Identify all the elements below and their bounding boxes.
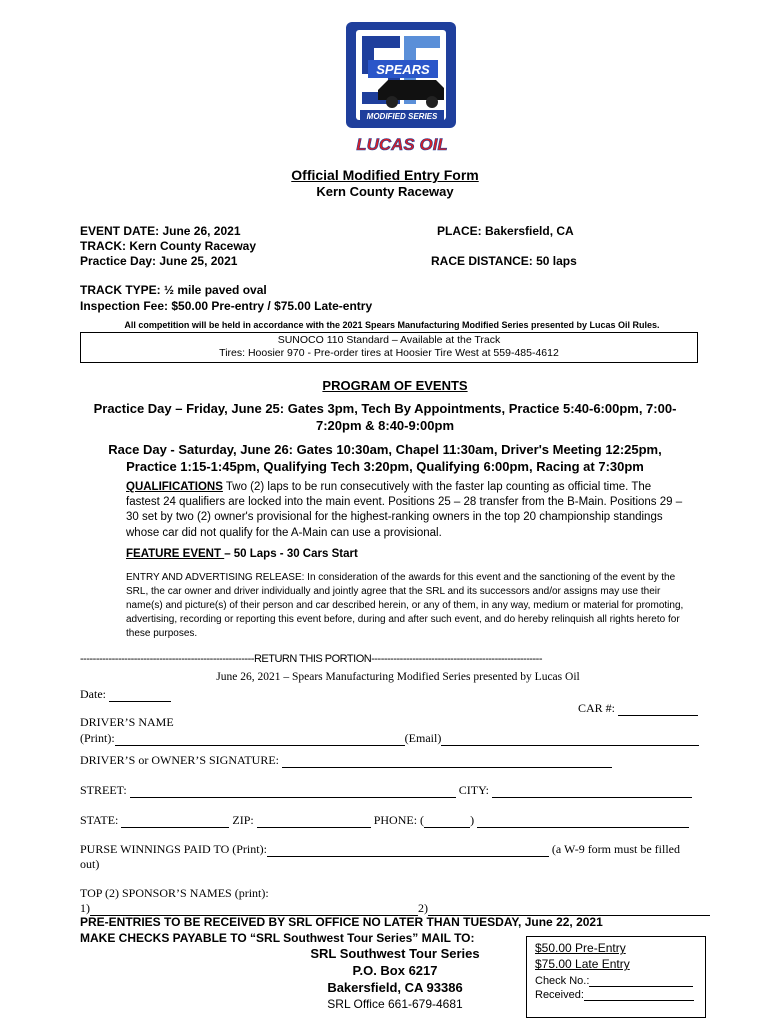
- signature-field[interactable]: [282, 754, 612, 768]
- event-date: EVENT DATE: June 26, 2021: [80, 224, 241, 238]
- logo-series-text: SPEARS: [376, 62, 430, 77]
- fuel-line: SUNOCO 110 Standard – Available at the Track: [277, 334, 501, 346]
- sponsor-2-label: 2): [418, 901, 428, 915]
- event-race-distance: RACE DISTANCE: 50 laps: [431, 254, 577, 268]
- mail-po-box: P.O. Box 6217: [352, 963, 438, 978]
- check-no-row: [535, 973, 693, 987]
- qualifications-text: Two (2) laps to be run consecutively with the faster lap counting as official time. The fastest 24 qualifiers are locked into the main event. Positions 25 – 28 transfer from the B-Main. Positions 29 – 30 set by two (2) owner's provisional for the highest-ranking owners in the top 20 championship standings whose car did not qualify for the A-Main can use a provisional.: [126, 481, 683, 539]
- entry-release-paragraph: ENTRY AND ADVERTISING RELEASE: In consideration of the awards for this event and the sanctioning of the event by the SRL, the car owner and driver individually and jointly agree that the SRL and its successors and/or assigns may use their name(s) and picture(s) of their person and car described herein, or any of them, in any way, medium or material for promoting, advertising, recording or reporting this event before, during and after such event, and do hereby relinquish all rights hereto for these purposes.: [126, 572, 684, 639]
- return-event-line: June 26, 2021 – Spears Manufacturing Modified Series presented by Lucas Oil: [216, 671, 580, 683]
- sponsor-row: [80, 901, 710, 916]
- tires-line: Tires: Hoosier 970 - Pre-order tires at Hoosier Tire West at 559-485-4612: [219, 347, 559, 359]
- street-field[interactable]: [130, 784, 456, 798]
- street-label: STREET:: [80, 783, 127, 797]
- phone-area-field[interactable]: [424, 814, 470, 828]
- driver-name-label: DRIVER’S NAME: [80, 715, 174, 729]
- logo-lucas-oil-text: LUCAS OIL: [356, 135, 448, 154]
- practice-day-schedule-line1: Practice Day – Friday, June 25: Gates 3pm, Tech By Appointments, Practice 5:40-6:00pm, 7:00-: [93, 401, 677, 416]
- return-dashes-left: -------------------------------------------------------: [80, 653, 254, 665]
- received-field[interactable]: [584, 987, 694, 1001]
- city-field[interactable]: [492, 784, 692, 798]
- purse-field[interactable]: [267, 843, 549, 857]
- purse-note: (a W-9 form must be filled: [551, 842, 681, 856]
- return-dashes-right: ------------------------------------------------------: [371, 653, 543, 665]
- purse-note-continued: out): [80, 857, 100, 871]
- event-place: PLACE: Bakersfield, CA: [437, 224, 574, 238]
- practice-day-schedule-line2: 7:20pm & 8:40-9:00pm: [316, 418, 454, 433]
- email-label: (Email): [404, 731, 442, 745]
- signature-row: [80, 753, 612, 768]
- phone-field[interactable]: [477, 814, 689, 828]
- mail-city: Bakersfield, CA 93386: [327, 980, 463, 995]
- rules-note: All competition will be held in accordance with the 2021 Spears Manufacturing Modified Series presented by Lucas Oil Rules.: [124, 320, 660, 330]
- race-day-schedule-line1: Race Day - Saturday, June 26: Gates 10:30am, Chapel 11:30am, Driver's Meeting 12:25pm,: [108, 442, 662, 457]
- fee-late-entry: $75.00 Late Entry: [535, 957, 630, 971]
- event-practice-day: Practice Day: June 25, 2021: [80, 254, 238, 268]
- received-row: [535, 987, 694, 1001]
- purse-label: PURSE WINNINGS PAID TO (Print):: [80, 842, 267, 856]
- zip-label: ZIP:: [232, 813, 254, 827]
- phone-close: ): [470, 813, 475, 827]
- sponsor-2-field[interactable]: [428, 902, 710, 916]
- date-label: Date:: [80, 687, 106, 701]
- spears-lucas-oil-logo: [340, 18, 465, 158]
- sponsor-1-label: 1): [80, 901, 90, 915]
- feature-event-label: FEATURE EVENT: [126, 548, 225, 560]
- zip-field[interactable]: [257, 814, 371, 828]
- qualifications-paragraph: [126, 480, 686, 541]
- state-row: [80, 813, 689, 828]
- date-row: [80, 687, 171, 702]
- street-row: [80, 783, 692, 798]
- fee-pre-entry: $50.00 Pre-Entry: [535, 941, 626, 955]
- payable-notice: MAKE CHECKS PAYABLE TO “SRL Southwest Tour Series” MAIL TO:: [80, 931, 475, 945]
- race-day-schedule-line2: Practice 1:15-1:45pm, Qualifying Tech 3:20pm, Qualifying 6:00pm, Racing at 7:30pm: [126, 459, 644, 474]
- event-inspection-fee: Inspection Fee: $50.00 Pre-entry / $75.00 Late-entry: [80, 299, 373, 313]
- mail-org: SRL Southwest Tour Series: [310, 946, 480, 961]
- car-number-field[interactable]: [618, 702, 698, 716]
- return-label: RETURN THIS PORTION: [253, 653, 372, 665]
- fuel-tire-box: [80, 332, 698, 363]
- office-phone: SRL Office 661-679-4681: [327, 997, 463, 1011]
- sponsor-label: TOP (2) SPONSOR’S NAMES (print):: [80, 886, 269, 900]
- email-field[interactable]: [441, 732, 699, 746]
- received-label: Received:: [535, 989, 584, 1001]
- state-label: STATE:: [80, 813, 119, 827]
- driver-name-field[interactable]: [115, 732, 405, 746]
- office-use-box: [526, 936, 706, 1018]
- driver-print-row: [80, 731, 699, 746]
- driver-print-label: (Print):: [80, 731, 115, 745]
- event-track-type: TRACK TYPE: ½ mile paved oval: [80, 283, 267, 297]
- check-no-field[interactable]: [589, 973, 693, 987]
- form-title: Official Modified Entry Form: [291, 167, 479, 183]
- phone-label: PHONE: (: [373, 813, 425, 827]
- event-track: TRACK: Kern County Raceway: [80, 239, 257, 253]
- deadline-notice: PRE-ENTRIES TO BE RECEIVED BY SRL OFFICE NO LATER THAN TUESDAY, June 22, 2021: [80, 915, 603, 929]
- qualifications-label: QUALIFICATIONS: [126, 481, 223, 493]
- logo-modified-text: MODIFIED SERIES: [366, 112, 438, 121]
- feature-event: [126, 548, 358, 560]
- signature-label: DRIVER’S or OWNER’S SIGNATURE:: [80, 753, 279, 767]
- purse-row: [80, 842, 680, 857]
- check-no-label: Check No.:: [535, 975, 590, 987]
- feature-event-text: – 50 Laps - 30 Cars Start: [224, 548, 358, 560]
- car-number-label: CAR #:: [578, 701, 616, 715]
- city-label: CITY:: [458, 783, 489, 797]
- form-subtitle: Kern County Raceway: [316, 184, 454, 199]
- sponsor-1-field[interactable]: [90, 902, 418, 916]
- date-field[interactable]: [109, 688, 171, 702]
- state-field[interactable]: [121, 814, 229, 828]
- return-divider: [80, 653, 542, 665]
- program-heading: PROGRAM OF EVENTS: [322, 378, 468, 393]
- car-number-row: [578, 701, 698, 716]
